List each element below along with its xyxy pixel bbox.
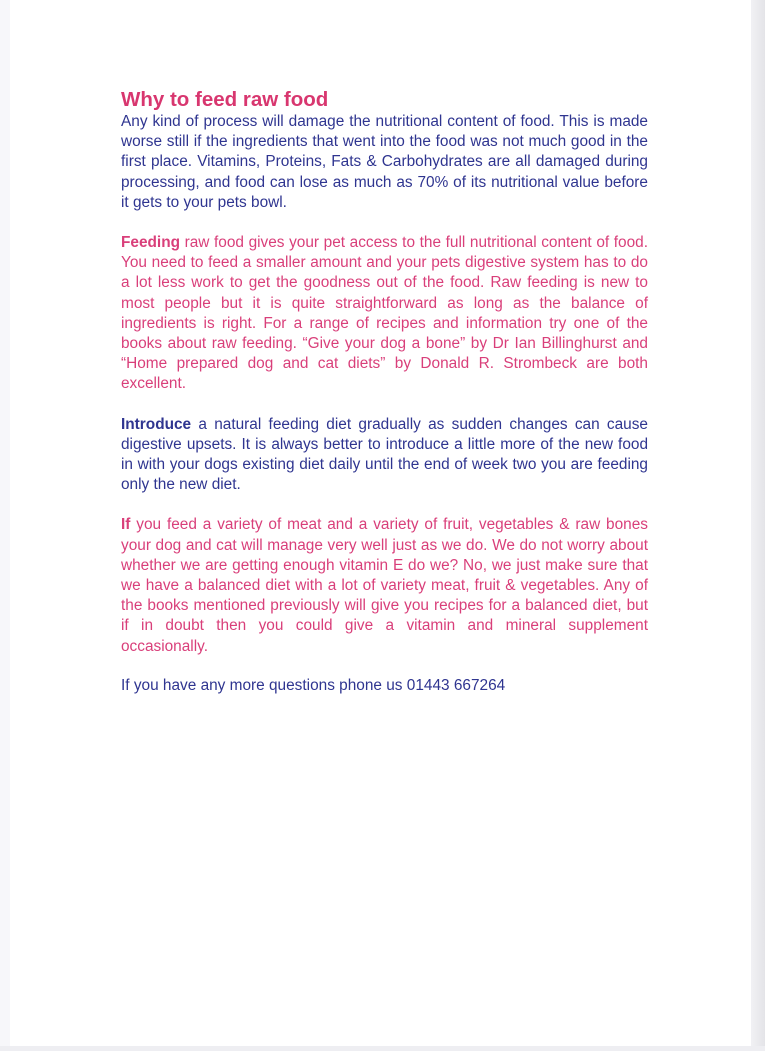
paragraph-introduce	[118, 415, 648, 496]
paragraph-feeding-text: raw food gives your pet access to the full nutritional content of food. You need to feed a smaller amount and your pets digestive system has to do a lot less work to get the goodness out of the food. Raw feeding is new to most people but it is quite straightforward as long as the balance of ingredients is right. For a range of recipes and information try one of the books about raw feeding. “Give your dog a bone” by Dr Ian Billinghurst and “Home prepared dog and cat diets” by Donald R. Strombeck are both excellent.	[121, 234, 648, 393]
paragraph-introduce-text: a natural feeding diet gradually as sudden changes can cause digestive upsets. It is always better to introduce a little more of the new food in with your dogs existing diet daily until the end of week two you are feeding only the new diet.	[121, 415, 648, 494]
document-page	[118, 88, 648, 696]
paragraph-introduce-lead: Introduce	[121, 415, 192, 433]
scan-edge-right	[751, 0, 765, 1051]
paragraph-processing	[118, 112, 648, 213]
page-title: Why to feed raw food	[121, 88, 329, 111]
paragraph-variety-text: you feed a variety of meat and a variety of fruit, vegetables & raw bones your dog and cat will manage very well just as we do. We do not worry about whether we are getting enough vitamin E do we? No, we just make sure that we have a balanced diet with a lot of variety meat, fruit & vegetables. Any of the books mentioned previously will give you recipes for a balanced diet, but if in doubt then you could give a vitamin and mineral supplement occasionally.	[121, 516, 648, 655]
contact-line: If you have any more questions phone us 01443 667264	[121, 676, 506, 694]
scan-edge-left	[0, 0, 10, 1051]
paragraph-variety	[118, 515, 648, 656]
scan-edge-bottom	[0, 1046, 765, 1051]
paragraph-processing-text: Any kind of process will damage the nutritional content of food. This is made worse still if the ingredients that went into the food was not much good in the first place. Vitamins, Proteins, Fats & Carbohydrates are all damaged during processing, and food can lose as much as 70% of its nutritional value before it gets to your pets bowl.	[121, 113, 648, 211]
paragraph-variety-lead: If	[121, 516, 131, 534]
paragraph-feeding-lead: Feeding	[121, 234, 180, 252]
paragraph-feeding	[118, 233, 648, 395]
